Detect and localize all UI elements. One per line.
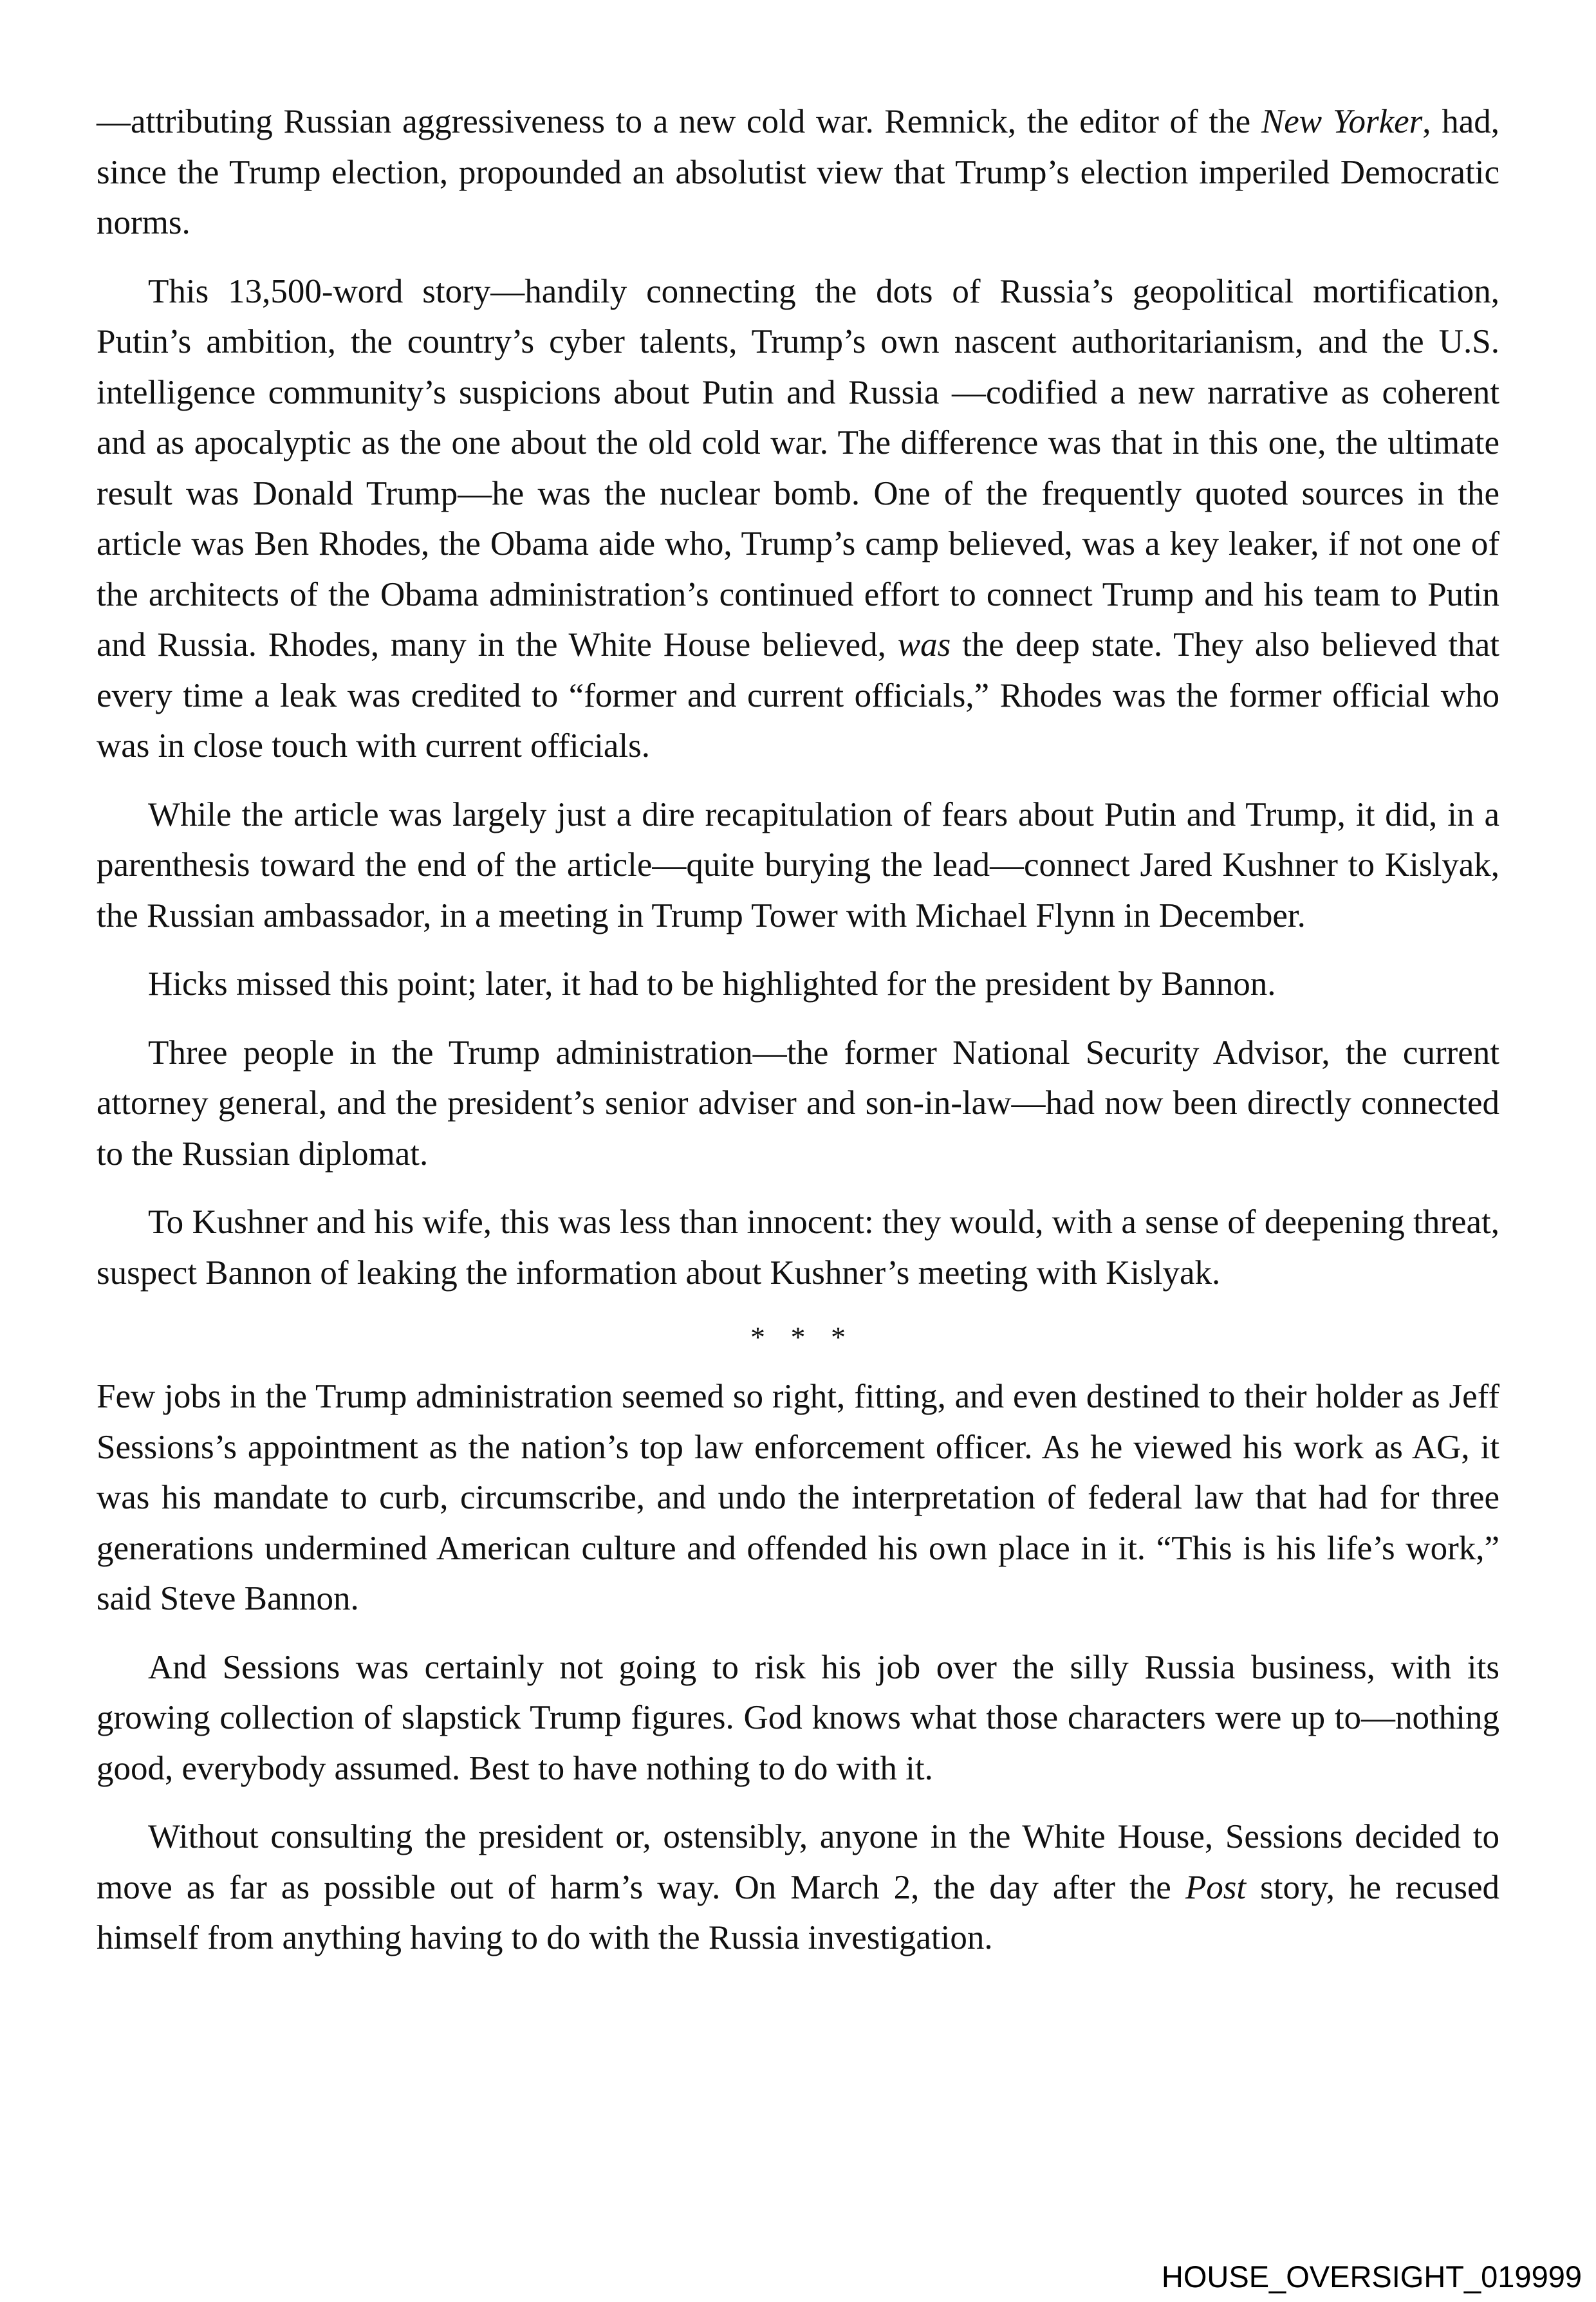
text-run: Three people in the Trump administration—the former National Security Advisor, the current attorney general, and the president’s senior adviser and son-in-law—had now been directly connected to the Russian diplomat. <box>97 1034 1499 1173</box>
italic-text: Post <box>1185 1868 1247 1906</box>
paragraph <box>97 1812 1499 1963</box>
text-run: Few jobs in the Trump administration seemed so right, fitting, and even destined to their holder as Jeff Sessions’s appointment as the nation’s top law enforcement officer. As he viewed his work as AG, it was his mandate to curb, circumscribe, and undo the interpretation of federal law that had for three generations undermined American culture and offended his own place in it. “This is his life’s work,” said Steve Bannon. <box>97 1378 1499 1617</box>
section-after-break <box>97 1371 1499 1963</box>
text-run: Hicks missed this point; later, it had to be highlighted for the president by Bannon. <box>148 965 1276 1003</box>
text-run: Without consulting the president or, ostensibly, anyone in the White House, Sessions decided to move as far as possible out of harm’s way. On March 2, the day after the <box>97 1818 1499 1906</box>
section-before-break <box>97 97 1499 1298</box>
bates-number: HOUSE_OVERSIGHT_019999 <box>1161 2260 1582 2294</box>
paragraph <box>97 959 1499 1010</box>
paragraph <box>97 97 1499 248</box>
text-run: —attributing Russian aggressiveness to a new cold war. Remnick, the editor of the <box>97 103 1261 140</box>
text-run: story, he recused himself from anything having to do with the Russia investigation. <box>97 1868 1499 1956</box>
paragraph <box>97 1028 1499 1180</box>
text-run: This 13,500-word story—handily connecting the dots of Russia’s geopolitical mortification, Putin’s ambition, the country’s cyber talents, Trump’s own nascent authoritarianism, and the U.S. intelligence community’s suspicions about Putin and Russia —codified a new narrative as coherent and as apocalyptic as the one about the old cold war. The difference was that in this one, the ultimate result was Donald Trump—he was the nuclear bomb. One of the frequently quoted sources in the article was Ben Rhodes, the Obama aide who, Trump’s camp believed, was a key leaker, if not one of the architects of the Obama administration’s continued effort to connect Trump and his team to Putin and Russia. Rhodes, many in the White House believed, <box>97 272 1499 664</box>
paragraph <box>97 1642 1499 1794</box>
paragraph <box>97 1371 1499 1624</box>
paragraph <box>97 790 1499 942</box>
italic-text: was <box>897 626 951 664</box>
text-run: To Kushner and his wife, this was less than innocent: they would, with a sense of deepening threat, suspect Bannon of leaking the information about Kushner’s meeting with Kislyak. <box>97 1203 1499 1292</box>
page-body <box>97 97 1499 1982</box>
text-run: the deep state. They also believed that every time a leak was credited to “former and current officials,” Rhodes was the former official who was in close touch with current officials. <box>97 626 1500 765</box>
section-break: * * * <box>750 1321 855 1353</box>
text-run: While the article was largely just a dire recapitulation of fears about Putin and Trump, it did, in a parenthesis toward the end of the article—quite burying the lead—connect Jared Kushner to Kislyak, the Russian ambassador, in a meeting in Trump Tower with Michael Flynn in December. <box>97 795 1499 934</box>
paragraph <box>97 1197 1499 1298</box>
text-run: , had, since the Trump election, propounded an absolutist view that Trump’s election imperiled Democratic norms. <box>97 103 1500 241</box>
paragraph <box>97 266 1499 772</box>
text-run: And Sessions was certainly not going to risk his job over the silly Russia business, with its growing collection of slapstick Trump figures. God knows what those characters were up to—nothing good, everybody assumed. Best to have nothing to do with it. <box>97 1648 1499 1787</box>
italic-text: New Yorker <box>1261 103 1423 140</box>
